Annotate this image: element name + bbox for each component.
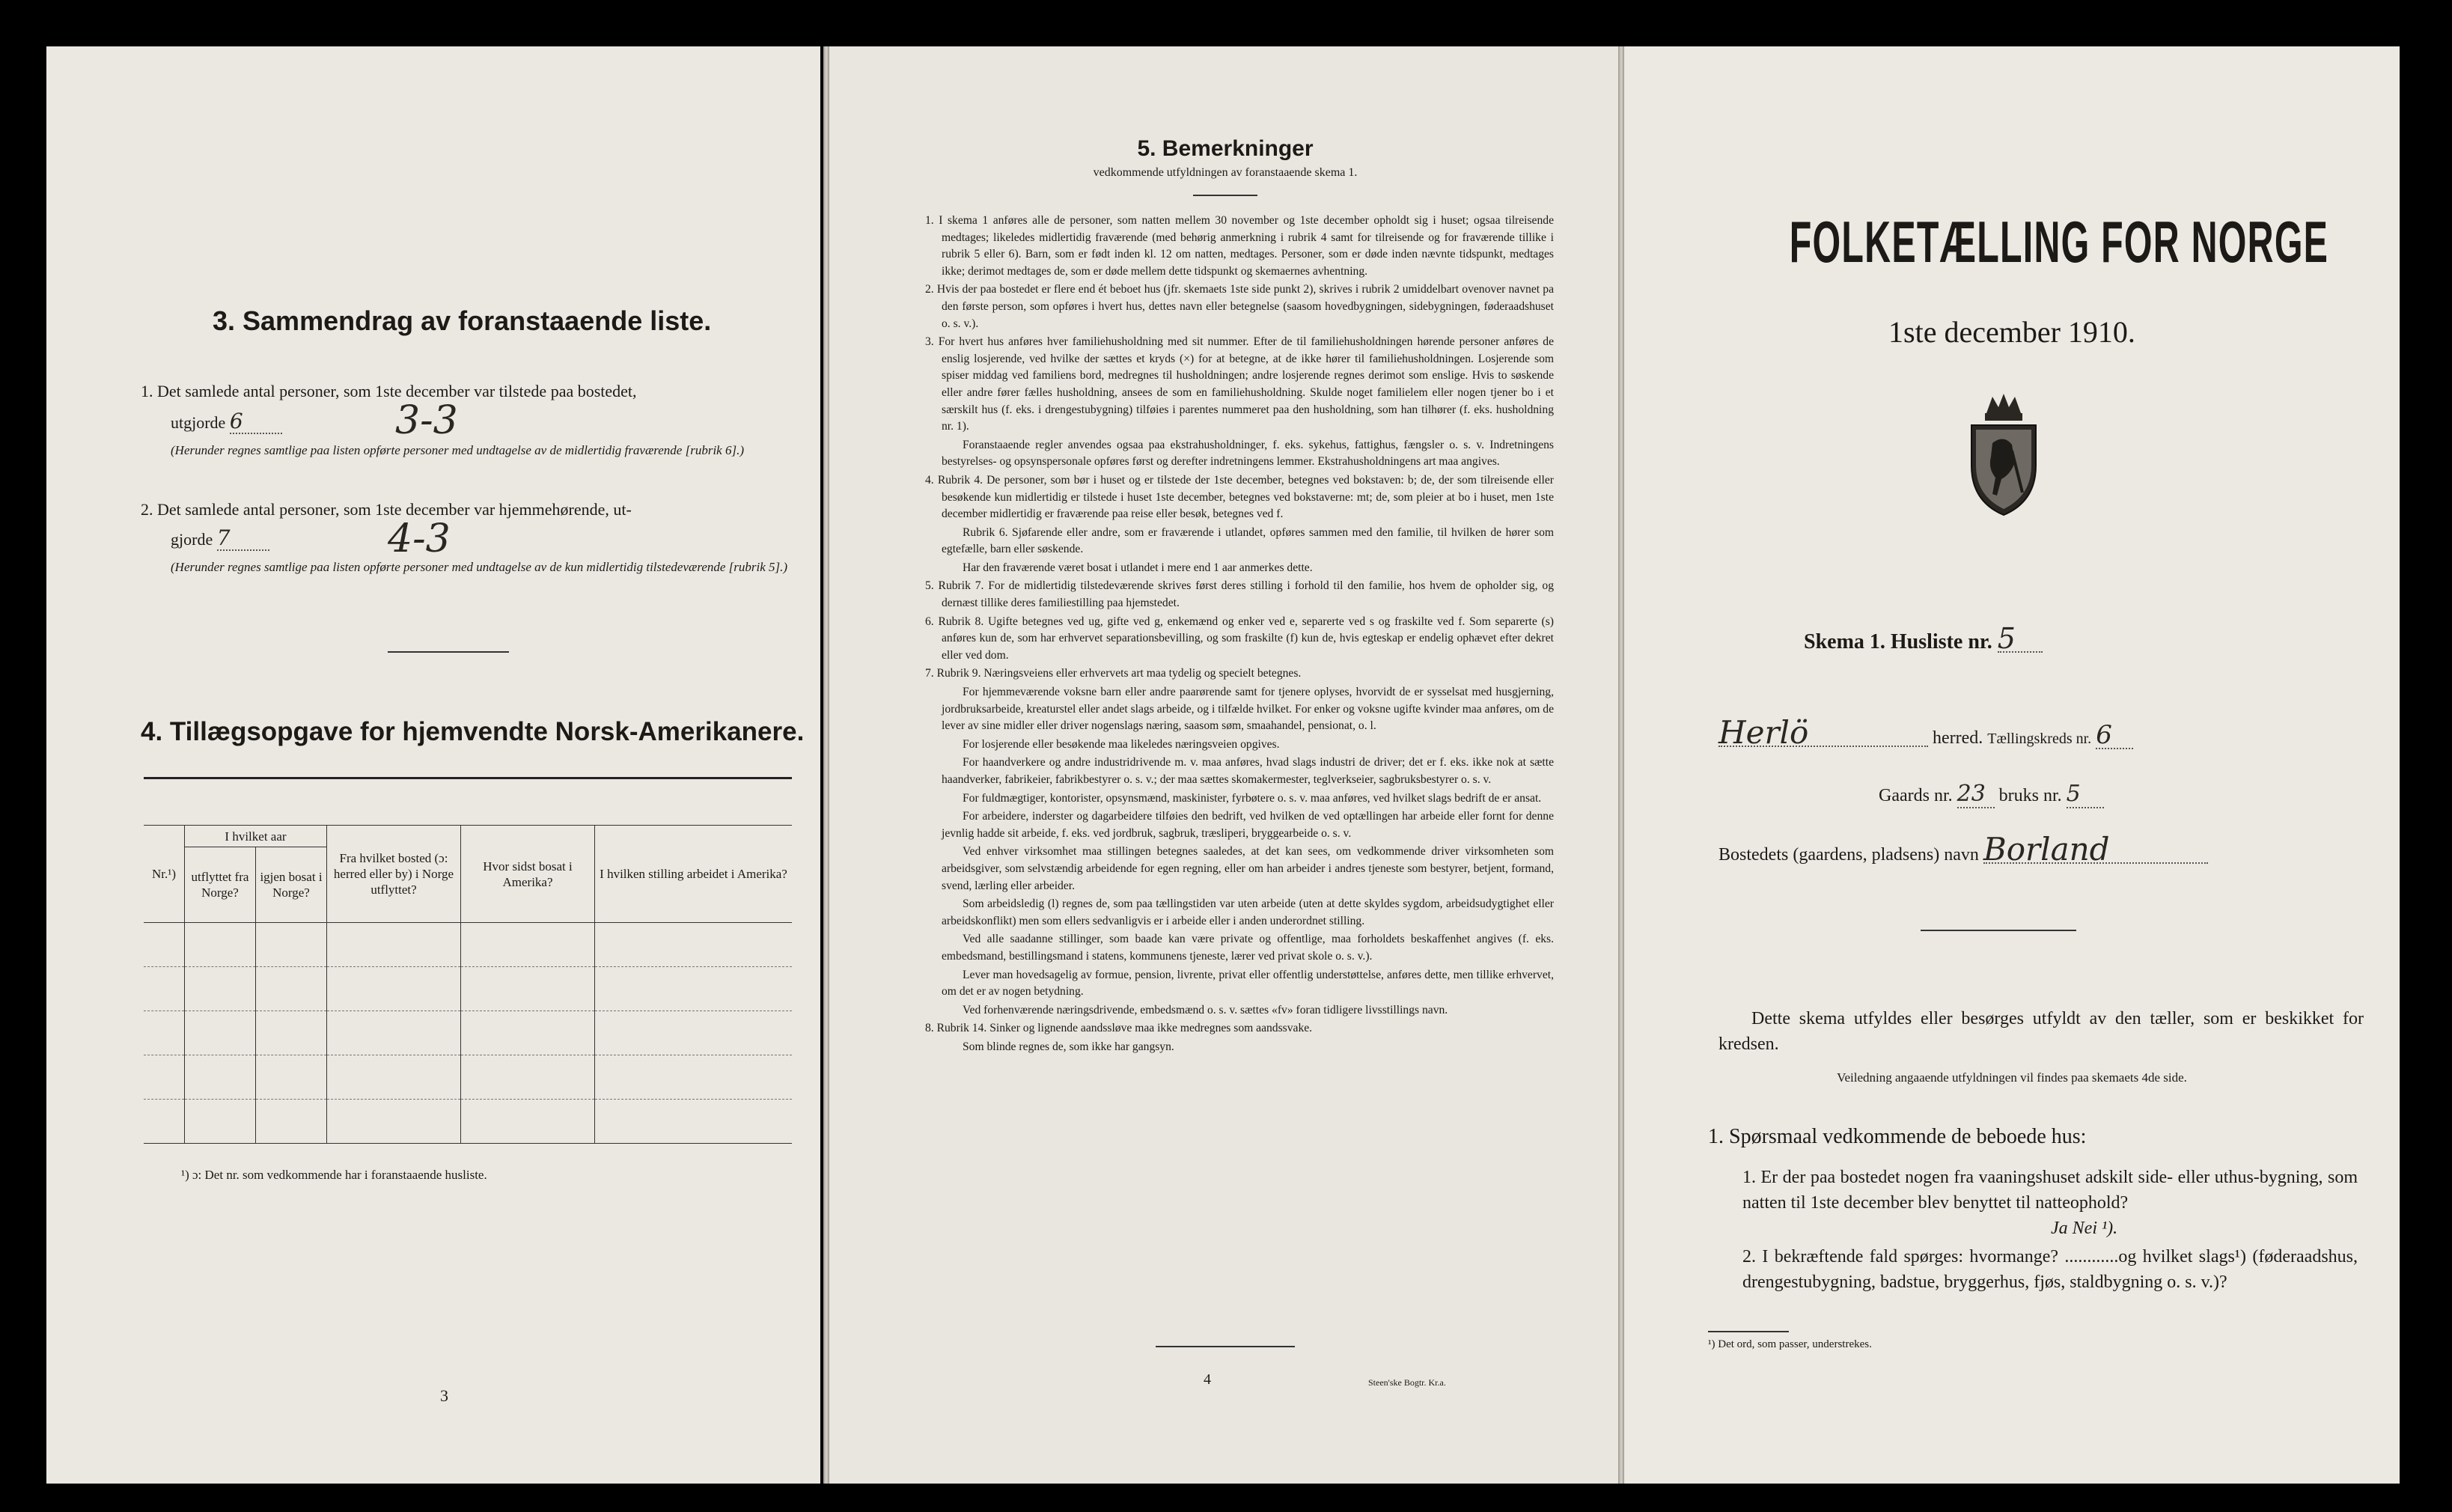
item1-hand: 3-3 (395, 398, 458, 443)
page-number: 3 (440, 1386, 448, 1405)
remarks-body (925, 213, 1554, 1058)
remark-3b: Foranstaaende regler anvendes ogsaa paa ekstrahusholdninger, f. eks. sykehus, fattighus, fængsler o. s. v. Indretningens bestyrelses- og opsynspersonale opføres først og derefter indretningens lemmer. Ekstrahusholdningens art maa angives. (942, 438, 1554, 469)
item2-hand: 4-3 (388, 516, 451, 561)
remarks-subtitle: vedkommende utfyldningen av foranstaaende skema 1. (1093, 166, 1358, 179)
col-nr: Nr.¹) (144, 826, 185, 923)
table-top-rule (144, 777, 792, 779)
herred-line (1718, 714, 2377, 752)
col-group: I hvilket aar (185, 826, 327, 847)
item1-value: 6 (230, 410, 282, 434)
form-title: FOLKETÆLLING FOR NORGE (1789, 209, 2329, 275)
husliste-nr: 5 (1998, 626, 2043, 653)
remark-5: 5. Rubrik 7. For de midlertidig tilstedeværende skrives først deres stilling i forhold til den familie, hos hvem de opholder sig, og dernæst tillike deres familiestilling paa hjemstedet. (925, 579, 1554, 610)
remark-8: 8. Rubrik 14. Sinker og lignende aandssløve maa ikke medregnes som aandssvake. (925, 1022, 1313, 1035)
herred-value: Herlö (1718, 720, 1928, 747)
remark-7c: For losjerende eller besøkende maa likeledes næringsveien opgives. (963, 737, 1280, 751)
questions-title: 1. Spørsmaal vedkommende de beboede hus: (1708, 1125, 2087, 1148)
item2-note: (Herunder regnes samtlige paa listen opførte personer med undtagelse av de kun midlertidig tilstedeværende [rubrik 5].) (171, 560, 788, 574)
remark-1: 1. I skema 1 anføres alle de personer, som natten mellem 30 november og 1ste december opholdt sig i huset; ogsaa tilreisende medtages; likeledes midlertidig fraværende (med behørig anmerkning i rubrik 4 samt for tilreisende og for fraværende tillike i rubrik 5 eller 6). Barn, som er født inden kl. 12 om natten, medtages. Personer, som er døde inden nævnte tidspunkt, medtages ikke; derimot medtages de, som er døde mellem dette tidspunkt og skemaernes avhentning. (925, 214, 1554, 278)
gaards-nr: 23 (1957, 781, 1995, 808)
remark-6: 6. Rubrik 8. Ugifte betegnes ved ug, gifte ved g, enkemænd og enker ved e, separerte ved s og fraskilte ved f. Som separerte (s) anføres kun de, som har erhvervet separationsbevilling, og som fraskilte (f) kun de, hvis egteskap er endelig ophævet efter dekret eller ved dom. (925, 615, 1554, 662)
bruks-nr: 5 (2067, 781, 2104, 808)
instructions: Dette skema utfyldes eller besørges utfyldt av den tæller, som er beskikket for kredsen. (1718, 1009, 2364, 1054)
remark-7b: For hjemmeværende voksne barn eller andre paarørende samt for tjenere oplyses, hvorvidt de er sysselsat med husgjerning, jordbruksarbeide, kreaturstel eller andet slags arbeide, og i tilfælde hvilket. For enker og voksne ugifte kvinder maa anføres, om de lever av sine midler eller driver nogenslags næring, saasom søm, smaahandel, pensionat, o. l. (942, 686, 1554, 733)
gaards-line (1879, 781, 2104, 808)
remarks-title: 5. Bemerkninger (1137, 136, 1314, 161)
divider (388, 651, 509, 653)
table-row (144, 923, 792, 967)
question-1: 1. Er der paa bostedet nogen fra vaaningshuset adskilt side- eller uthus-bygning, som natten til 1ste december blev benyttet til natteophold? (1742, 1168, 2358, 1213)
remark-7i: Ved alle saadanne stillinger, som baade kan være private og offentlige, maa forholdets beskaffenhet angives (f. eks. embedsmand, bestillingsmand i statens, kommunens tjeneste, lærer ved privat skole o. s. v.). (942, 933, 1554, 963)
table-row (144, 1011, 792, 1055)
item2-text: 2. Det samlede antal personer, som 1ste december var hjemmehørende, ut- (141, 500, 632, 519)
page-fold (1618, 46, 1624, 1484)
gaards-label: Gaards nr. (1879, 786, 1953, 805)
page-left (46, 46, 820, 1484)
remark-4: 4. Rubrik 4. De personer, som bør i huset og er tilstede der 1ste december, betegnes ved bokstaven: b; de, der som tilreisende eller besøkende kun midlertidig er tilstede i huset 1ste december, betegnes ved bokstaverne: mt; de, som pleier at bo i huset, men 1ste december midlertidig er fraværende paa reise eller besøk, betegnes ved f. (925, 473, 1554, 521)
remark-7e: For fuldmægtiger, kontorister, opsynsmænd, maskinister, fyrbøtere o. s. v. maa anføres, ved hvilket slags bedrift de er ansat. (963, 791, 1542, 805)
item2-prefix: gjorde (171, 530, 213, 549)
table-footnote: ¹) ɔ: Det nr. som vedkommende har i foranstaaende husliste. (181, 1168, 487, 1182)
question-2: 2. I bekræftende fald spørges: hvormange? ............og hvilket slags¹) (føderaadshus, drengestubygning, badstue, bryggerhus, fjøs, staldbygning o. s. v.)? (1742, 1247, 2358, 1292)
herred-label: herred. (1933, 728, 1983, 748)
skema-line (1804, 622, 2043, 655)
bosted-label: Bostedets (gaardens, pladsens) navn (1718, 845, 1979, 865)
page-number: 4 (1204, 1371, 1211, 1388)
remark-7d: For haandverkere og andre industridrivende m. v. maa anføres, hvad slags industri de driver; det er f. eks. ikke nok at sætte haandverker, fabrikeier, fabrikbestyrer o. s. v.; der maa sættes skomakermester, teglverkseier, sagbruksbestyrer o. s. v. (942, 756, 1554, 786)
bosted-line (1718, 831, 2208, 868)
page-right (1624, 46, 2400, 1484)
remark-2: 2. Hvis der paa bostedet er flere end ét beboet hus (jfr. skemaets 1ste side punkt 2), skrives i rubrik 2 umiddelbart ovenover navnet pa den første person, som opføres i hvert hus, dettes navn eller betegnelse (saasom hovedbygningen, sidebygningen, føderaadshuset o. s. v.). (925, 283, 1554, 330)
footnote: ¹) Det ord, som passer, understrekes. (1708, 1338, 1872, 1350)
item2-line (171, 527, 269, 551)
question-1-answer: Ja Nei ¹). (2051, 1219, 2118, 1238)
norsk-amerikanere-table (144, 825, 792, 1144)
divider (1708, 1331, 1789, 1332)
col-utflyttet: utflyttet fra Norge? (185, 847, 256, 923)
remark-4b: Rubrik 6. Sjøfarende eller andre, som er fraværende i utlandet, opføres sammen med den familie, til hvilken de hører som egtefælle, barn eller søskende. (942, 525, 1554, 556)
col-stilling: I hvilken stilling arbeidet i Amerika? (595, 826, 793, 923)
remark-7k: Ved forhenværende næringsdrivende, embedsmænd o. s. v. sættes «fv» foran tidligere livsstillings navn. (963, 1003, 1448, 1016)
bruks-label: bruks nr. (1998, 786, 2062, 805)
table-row (144, 1100, 792, 1144)
item1-line (171, 410, 282, 434)
veiledning: Veiledning angaaende utfyldningen vil findes paa skemaets 4de side. (1837, 1070, 2187, 1085)
item1-text: 1. Det samlede antal personer, som 1ste december var tilstede paa bostedet, (141, 382, 637, 400)
col-hvor: Hvor sidst bosat i Amerika? (461, 826, 595, 923)
form-title-wrap (1624, 208, 2400, 276)
bosted-value: Borland (1983, 837, 2208, 864)
table-row (144, 1055, 792, 1100)
table-body (144, 923, 792, 1144)
item1-prefix: utgjorde (171, 413, 226, 432)
remark-7j: Lever man hovedsagelig av formue, pension, livrente, privat eller offentlig understøttelse, anføres dette, men tillike erhvervet, om det er av nogen betydning. (942, 968, 1554, 999)
section3-title: 3. Sammendrag av foranstaaende liste. (213, 305, 712, 336)
item2-value: 7 (217, 527, 269, 551)
skema-label: Skema 1. Husliste nr. (1804, 630, 1992, 653)
remark-7: 7. Rubrik 9. Næringsveiens eller erhvervets art maa tydelig og specielt betegnes. (925, 667, 1302, 680)
section4-title: 4. Tillægsopgave for hjemvendte Norsk-Amerikanere. (141, 717, 805, 746)
page-middle (829, 46, 1621, 1484)
remark-8b: Som blinde regnes de, som ikke har gangsyn. (963, 1040, 1174, 1053)
remark-3: 3. For hvert hus anføres hver familiehusholdning med sit nummer. Efter de til familiehusholdningen hørende personer anføres de enslig losjerende, ved hvilke der sættes et kryds (×) for at betegne, at de ikke hører til familiehusholdningen. Losjerende som spiser middag ved familiens bord, medregnes til husholdningen; andre losjerende regnes derimot som enslige. Hvis to søskende eller andre fører fælles husholdning, ansees de som en familiehusholdning. Skulde noget familielem eller nogen tjener bo i et særskilt hus (f. eks. i drengestubygning) tilføies i parentes nummeret paa den husholdning, som han tilhører (f. eks. husholdning nr. 1). (925, 335, 1554, 433)
divider (1156, 1346, 1295, 1347)
divider (1193, 195, 1257, 196)
col-igjen: igjen bosat i Norge? (256, 847, 327, 923)
kreds-nr: 6 (2096, 722, 2133, 749)
table-row (144, 967, 792, 1011)
remark-7h: Som arbeidsledig (l) regnes de, som paa tællingstiden var uten arbeide (uten at dette skyldes sygdom, arbeidsudygtighet eller arbeidskonflikt) men som ellers sedvanligvis er i arbeide eller i anden underordnet stilling. (942, 897, 1554, 927)
remark-7g: Ved enhver virksomhet maa stillingen betegnes saaledes, at det kan sees, om vedkommende driver virksomheten som arbeidsgiver, som selvstændig arbeidende for egen regning, eller om han arbeider i andres tjeneste som bestyrer, betjent, formand, svend, lærling eller arbeider. (942, 845, 1554, 892)
page-fold (823, 46, 829, 1484)
kreds-label: Tællingskreds nr. (1987, 731, 2092, 747)
remark-7f: For arbeidere, inderster og dagarbeidere tilføies den bedrift, ved hvilken de ved optællingen har arbeide eller fornt for denne jevnlig hadde sit arbeide, f. eks. ved jordbruk, sagbruk, træsliperi, bryggearbeide o. s. v. (942, 810, 1554, 840)
census-date: 1ste december 1910. (1888, 315, 2135, 349)
printer-mark: Steen'ske Bogtr. Kr.a. (1368, 1377, 1446, 1388)
col-fra: Fra hvilket bosted (ɔ: herred eller by) i Norge utflyttet? (327, 826, 461, 923)
divider (1921, 930, 2076, 931)
remark-4c: Har den fraværende været bosat i utlandet i mere end 1 aar anmerkes dette. (963, 561, 1313, 574)
norway-coat-of-arms-icon (1962, 391, 2045, 518)
item1-note: (Herunder regnes samtlige paa listen opførte personer med undtagelse av de midlertidig fraværende [rubrik 6].) (171, 443, 744, 457)
